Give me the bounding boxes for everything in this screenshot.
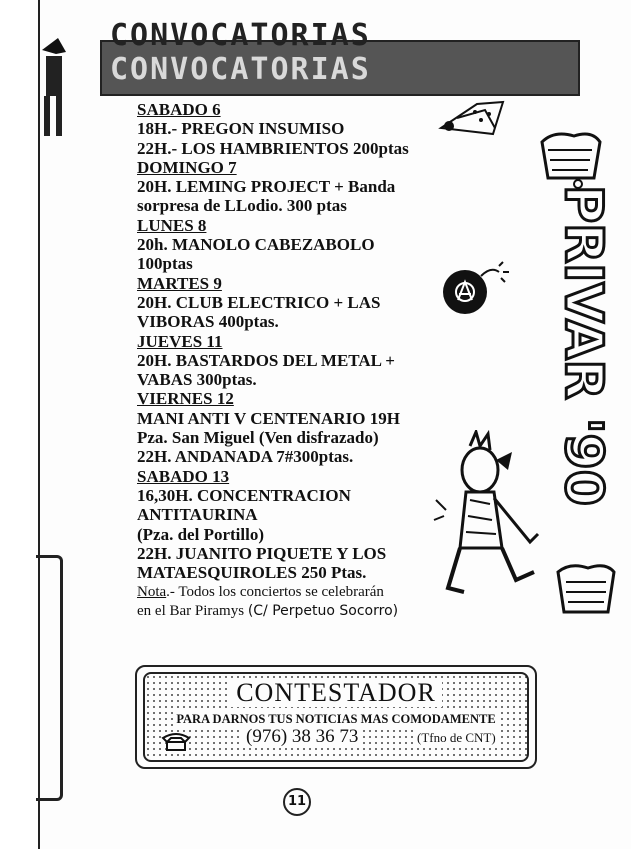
note-address-handwritten: (C/ Perpetuo Socorro) xyxy=(247,603,399,620)
adjacent-page-edge xyxy=(0,0,40,849)
event-line: 20H. LEMING PROJECT + Banda xyxy=(137,177,396,197)
telephone-icon xyxy=(161,730,191,752)
bandana-illustration xyxy=(437,98,507,140)
day-sabado-13 xyxy=(137,467,467,583)
day-heading: SABADO 6 xyxy=(137,100,221,119)
day-heading: SABADO 13 xyxy=(137,466,230,486)
day-jueves-11 xyxy=(137,332,467,390)
event-line: 22H.- LOS HAMBRIENTOS 200ptas xyxy=(137,138,409,158)
venue-note xyxy=(137,583,467,621)
privar-graffiti-lettering xyxy=(548,175,618,565)
event-line: 22H. ANDANADA 7#300ptas. xyxy=(137,447,354,467)
contestador-subtitle: PARA DARNOS TUS NOTICIAS MAS COMODAMENTE xyxy=(176,712,496,726)
day-heading: VIERNES 12 xyxy=(137,389,234,409)
phone-note: (Tfno de CNT) xyxy=(417,730,496,745)
event-line: MANI ANTI V CENTENARIO 19H xyxy=(137,408,400,428)
punk-character-illustration xyxy=(430,430,545,605)
bomb-anarchy-icon xyxy=(433,258,513,318)
privar-side-art xyxy=(548,175,618,565)
day-sabado-6 xyxy=(137,100,467,158)
page-number: 11 xyxy=(283,788,311,816)
event-line: 20H. BASTARDOS DEL METAL + xyxy=(137,350,395,370)
event-line: 16,30H. CONCENTRACION xyxy=(137,485,351,505)
adjacent-page-box xyxy=(36,555,63,801)
page-title: CONVOCATORIAS xyxy=(110,18,371,53)
day-heading: DOMINGO 7 xyxy=(137,157,237,177)
day-lunes-8 xyxy=(137,216,467,274)
event-line: 20h. MANOLO CABEZABOLO xyxy=(137,235,375,255)
event-line: VABAS 300ptas. xyxy=(137,370,257,390)
note-venue: en el Bar Piramys xyxy=(137,603,245,620)
note-text: .- Todos los conciertos se celebrarán xyxy=(166,584,384,601)
event-line: 100ptas xyxy=(137,254,193,274)
event-line: MATAESQUIROLES 250 Ptas. xyxy=(137,563,367,583)
day-martes-9 xyxy=(137,274,467,332)
event-line: Pza. San Miguel (Ven disfrazado) xyxy=(137,428,379,448)
page-title-shadow: CONVOCATORIAS xyxy=(110,52,371,87)
adjacent-page-figure-illustration xyxy=(38,30,70,150)
event-line: 20H. CLUB ELECTRICO + LAS xyxy=(137,292,381,312)
privar-text: PRIVAR '90 xyxy=(553,185,613,506)
phone-number: (976) 38 36 73 xyxy=(243,726,361,747)
answering-machine-box xyxy=(143,672,529,762)
day-heading: JUEVES 11 xyxy=(137,331,223,351)
note-label: Nota xyxy=(137,584,167,601)
event-line: (Pza. del Portillo) xyxy=(137,524,264,544)
day-viernes-12 xyxy=(137,389,467,466)
day-heading: MARTES 9 xyxy=(137,273,222,293)
day-heading: LUNES 8 xyxy=(137,215,207,235)
event-line: 22H. JUANITO PIQUETE Y LOS xyxy=(137,543,387,563)
event-line: VIBORAS 400ptas. xyxy=(137,312,279,332)
event-listing xyxy=(137,100,467,621)
day-domingo-7 xyxy=(137,158,467,216)
event-line: ANTITAURINA xyxy=(137,505,258,525)
event-line: sorpresa de LLodio. 300 ptas xyxy=(137,196,347,216)
beer-mug-icon-bottom xyxy=(552,560,622,620)
contestador-title: CONTESTADOR xyxy=(230,678,442,707)
event-line: 18H.- PREGON INSUMISO xyxy=(137,119,345,139)
